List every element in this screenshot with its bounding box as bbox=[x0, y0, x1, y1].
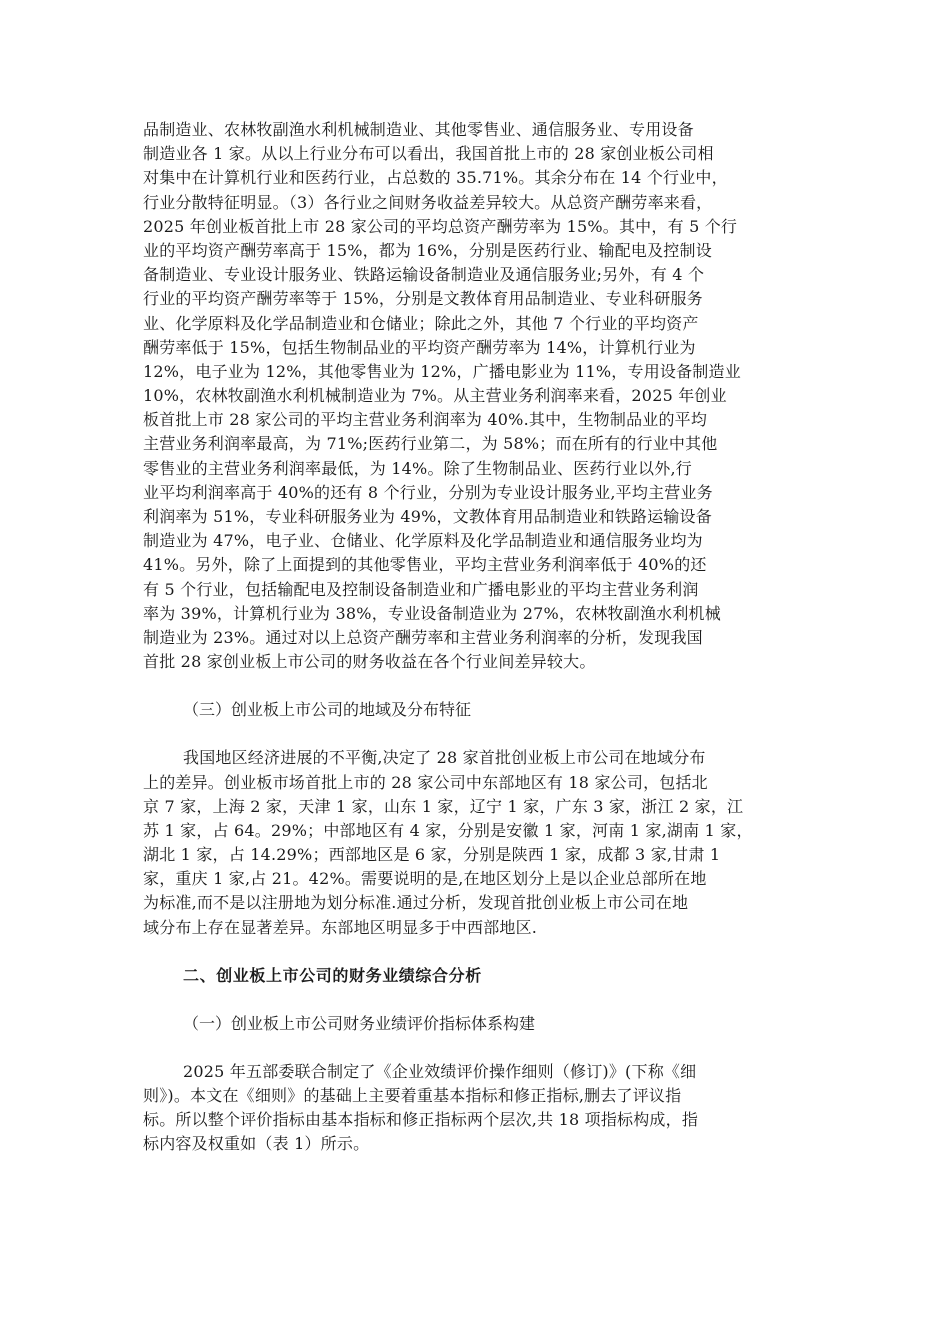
text-line: 备制造业、专业设计服务业、铁路运输设备制造业及通信服务业;另外，有 4 个 bbox=[143, 265, 705, 285]
paragraph-regional-distribution bbox=[143, 746, 813, 940]
text-line: 业、化学原料及化学品制造业和仓储业；除此之外，其他 7 个行业的平均资产 bbox=[143, 313, 699, 333]
text-line: 率为 39%，计算机行业为 38%，专业设备制造业为 27%，农林牧副渔水利机械 bbox=[143, 603, 721, 623]
text-line: 2025 年五部委联合制定了《企业效绩评价操作细则（修订)》(下称《细 bbox=[183, 1061, 697, 1081]
paragraph-gap bbox=[143, 722, 813, 746]
subsection-heading-indicator-system: （一）创业板上市公司财务业绩评价指标体系构建 bbox=[183, 1013, 536, 1033]
text-line: 制造业为 23%。通过对以上总资产酬劳率和主营业务利润率的分析，发现我国 bbox=[143, 627, 703, 647]
text-line: 业平均利润率高于 40%的还有 8 个行业，分别为专业设计服务业,平均主营业务 bbox=[143, 482, 713, 502]
text-line: 利润率为 51%，专业科研服务业为 49%，文教体育用品制造业和铁路运输设备 bbox=[143, 507, 712, 526]
text-line: 品制造业、农林牧副渔水利机械制造业、其他零售业、通信服务业、专用设备 bbox=[143, 120, 694, 139]
text-line: 主营业务利润率最高，为 71%;医药行业第二，为 58%；而在所有的行业中其他 bbox=[143, 434, 718, 454]
text-line: 京 7 家，上海 2 家，天津 1 家，山东 1 家，辽宁 1 家，广东 3 家，浙江 2 家，江 bbox=[143, 796, 744, 816]
section-heading-regional: （三）创业板上市公司的地域及分布特征 bbox=[183, 700, 472, 720]
text-line: 我国地区经济进展的不平衡,决定了 28 家首批创业板上市公司在地域分布 bbox=[183, 748, 706, 768]
section-heading-financial-analysis: 二、创业板上市公司的财务业绩综合分析 bbox=[183, 965, 482, 985]
text-line: 行业分散特征明显。（3）各行业之间财务收益差异较大。从总资产酬劳率来看， bbox=[143, 192, 713, 212]
text-line: 上的差异。创业板市场首批上市的 28 家公司中东部地区有 18 家公司，包括北 bbox=[143, 772, 708, 792]
text-line: 行业的平均资产酬劳率等于 15%，分别是文教体育用品制造业、专业科研服务 bbox=[143, 289, 703, 309]
text-line: 对集中在计算机行业和医药行业，占总数的 35.71%。其余分布在 14 个行业中， bbox=[143, 168, 728, 188]
text-line: 为标准,而不是以注册地为划分标准.通过分析，发现首批创业板上市公司在地 bbox=[143, 893, 689, 913]
text-line: 有 5 个行业，包括输配电及控制设备制造业和广播电影业的平均主营业务利润 bbox=[143, 579, 699, 599]
text-line: 湖北 1 家，占 14.29%；西部地区是 6 家，分别是陕西 1 家，成都 3 家,甘肃 1 bbox=[143, 845, 721, 865]
text-line: 首批 28 家创业板上市公司的财务收益在各个行业间差异较大。 bbox=[143, 652, 596, 672]
text-line: 酬劳率低于 15%，包括生物制品业的平均资产酬劳率为 14%，计算机行业为 bbox=[143, 337, 696, 357]
paragraph-gap bbox=[143, 988, 813, 1012]
text-line: 41%。另外，除了上面提到的其他零售业，平均主营业务利润率低于 40%的还 bbox=[143, 555, 707, 575]
text-line: 标内容及权重如（表 1）所示。 bbox=[143, 1134, 370, 1154]
text-line: 制造业各 1 家。从以上行业分布可以看出，我国首批上市的 28 家创业板公司相 bbox=[143, 144, 714, 164]
text-line: 家，重庆 1 家,占 21。42%。需要说明的是,在地区划分上是以企业总部所在地 bbox=[143, 869, 707, 889]
paragraph-indicator-system bbox=[143, 1060, 813, 1157]
text-line: 标。所以整个评价指标由基本指标和修正指标两个层次,共 18 项指标构成，指 bbox=[143, 1110, 699, 1130]
text-line: 12%，电子业为 12%，其他零售业为 12%，广播电影业为 11%，专用设备制造业 bbox=[143, 361, 741, 381]
paragraph-gap bbox=[143, 674, 813, 698]
paragraph-gap bbox=[143, 940, 813, 964]
text-line: 制造业为 47%，电子业、仓储业、化学原料及化学品制造业和通信服务业均为 bbox=[143, 531, 703, 551]
text-line: 苏 1 家，占 64。29%；中部地区有 4 家，分别是安徽 1 家，河南 1 家,湖南 1 家， bbox=[143, 820, 753, 840]
text-line: 2025 年创业板首批上市 28 家公司的平均总资产酬劳率为 15%。其中，有 5 个行 bbox=[143, 216, 738, 236]
text-line: 则》)。本文在《细则》的基础上主要着重基本指标和修正指标,删去了评议指 bbox=[143, 1086, 682, 1105]
text-line: 零售业的主营业务利润率最低，为 14%。除了生物制品业、医药行业以外,行 bbox=[143, 458, 692, 478]
text-line: 域分布上存在显著差异。东部地区明显多于中西部地区. bbox=[143, 917, 538, 937]
text-line: 板首批上市 28 家公司的平均主营业务利润率为 40%.其中，生物制品业的平均 bbox=[143, 410, 708, 430]
paragraph-industry-analysis bbox=[143, 118, 813, 674]
document-page bbox=[143, 118, 813, 1157]
paragraph-gap bbox=[143, 1036, 813, 1060]
text-line: 10%，农林牧副渔水利机械制造业为 7%。从主营业务利润率来看，2025 年创业 bbox=[143, 386, 727, 406]
text-line: 业的平均资产酬劳率高于 15%，都为 16%，分别是医药行业、输配电及控制设 bbox=[143, 240, 712, 260]
